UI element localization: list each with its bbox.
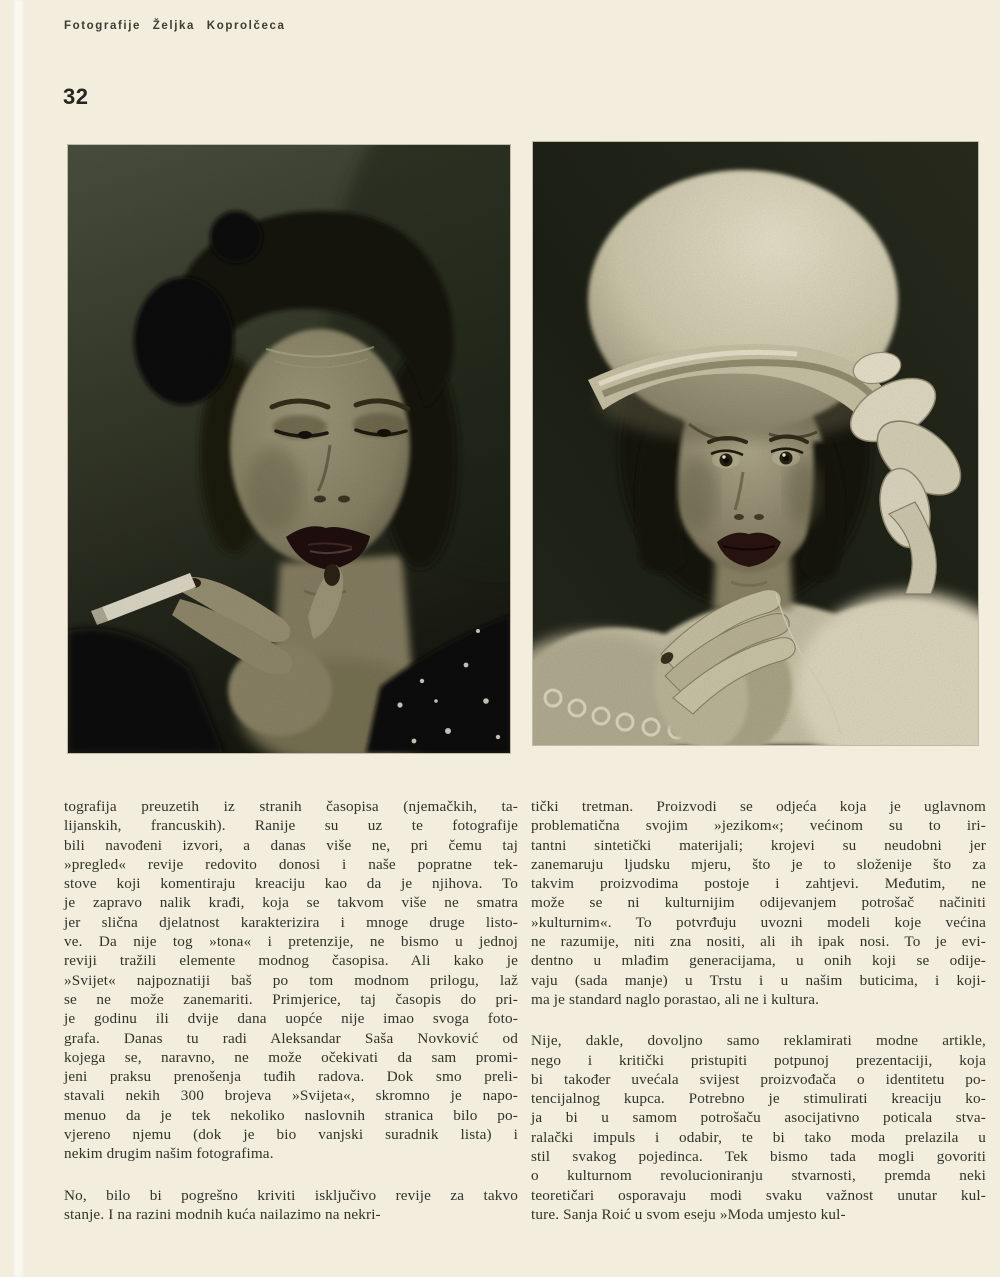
text-line: stove koji komentiraju kreaciju kao da je njihova. To bbox=[64, 875, 518, 893]
text-line: dentno u mlađim generacijama, u onih koji se odije- bbox=[531, 952, 986, 970]
photo-credit: Fotografije Željka Koprolčeca bbox=[64, 20, 286, 32]
text-line: tencijalnog kupca. Potrebno je stimulirati kreaciju ko- bbox=[531, 1090, 986, 1108]
text-line: teoretičari osporavaju modi svaku važnost unutar kul- bbox=[531, 1186, 986, 1204]
text-line: ne razumije, niti zna nositi, ali ih ipak nosi. To je evi- bbox=[531, 933, 986, 951]
text-line: o kulturnom revolucioniranju stvarnosti, premda neki bbox=[531, 1167, 986, 1185]
text-line: jer slična djelatnost karakterizira i mnoge druge listo- bbox=[64, 913, 518, 931]
text-line: jeni praksu prenošenja tuđih radova. Dok smo preli- bbox=[64, 1068, 518, 1086]
text-line: stil svakog pojedinca. Tek bismo tada mogli govoriti bbox=[531, 1148, 986, 1166]
photo-left bbox=[68, 145, 510, 753]
text-line: može se ni kulturnijim odijevanjem potrošač načiniti bbox=[531, 894, 986, 912]
text-line: menuo da je tek nekoliko naslovnih stranica bilo po- bbox=[64, 1106, 518, 1124]
text-line: je godinu ili dvije dana uopće nije imao svoga foto- bbox=[64, 1010, 518, 1028]
text-line: se ne može zanemariti. Primjerice, taj časopis do pri- bbox=[64, 990, 518, 1008]
text-line: stavali nekih 300 brojeva »Svijeta«, skromno je napo- bbox=[64, 1087, 518, 1105]
paragraph bbox=[531, 1031, 986, 1224]
text-line: je zapravo nalik krađi, koja se takvom više ne smatra bbox=[64, 894, 518, 912]
text-line: Nije, dakle, dovoljno samo reklamirati modne artikle, bbox=[531, 1032, 986, 1050]
text-line: nego i kritički pristupiti potpunoj prezentaciji, koja bbox=[531, 1051, 986, 1069]
portrait-woman-beret-cigarette-image bbox=[68, 145, 510, 753]
text-line: ma je standard naglo porastao, ali ne i kultura. bbox=[531, 990, 820, 1008]
text-column-left bbox=[64, 797, 518, 1224]
text-line: bili navođeni izvori, a danas više ne, pri čemu taj bbox=[64, 836, 518, 854]
text-line: No, bilo bi pogrešno kriviti isključivo revije za takvo bbox=[64, 1186, 518, 1204]
text-line: grafa. Danas tu radi Aleksandar Saša Novković od bbox=[64, 1029, 518, 1047]
text-line: »Svijet« najpoznatiji baš po tom modnom prilogu, laž bbox=[64, 971, 518, 989]
text-line: bi također uvećala svijest proizvođača o identitetu po- bbox=[531, 1070, 986, 1088]
text-line: tički tretman. Proizvodi se odjeća koja je uglavnom bbox=[531, 798, 986, 815]
text-line: tografija preuzetih iz stranih časopisa (njemačkih, ta- bbox=[64, 798, 518, 815]
text-line: ture. Sanja Roić u svom eseju »Moda umjesto kul- bbox=[531, 1205, 846, 1223]
text-line: »pregled« revije redovito donosi i naše popratne tek- bbox=[64, 855, 518, 873]
text-line: problematična svojim »jezikom«; većinom su to iri- bbox=[531, 817, 986, 835]
text-line: stanje. I na razini modnih kuća nailazimo na nekri- bbox=[64, 1205, 381, 1223]
paragraph bbox=[531, 797, 986, 1009]
text-line: kojega se, naravno, ne može očekivati da sam promi- bbox=[64, 1048, 518, 1066]
text-line: nekim drugim našim fotografima. bbox=[64, 1145, 274, 1163]
paragraph bbox=[64, 1186, 518, 1225]
text-line: ja bi u samom potrošaču asocijativno poticala stva- bbox=[531, 1109, 986, 1127]
text-line: vjereno njemu (dok je bio vanjski suradnik lista) i bbox=[64, 1126, 518, 1144]
text-line: zanemaruju ljudsku mjeru, što je to složenije što za bbox=[531, 855, 986, 873]
text-line: vaju (sada manje) u Trstu i u našim buticima, i koji- bbox=[531, 971, 986, 989]
text-line: reviji tražili elemente modnog časopisa. Ali kako je bbox=[64, 952, 518, 970]
page-number: 32 bbox=[63, 84, 89, 109]
text-line: ve. Da nije tog »tona« i pretenzije, ne bismo u jednoj bbox=[64, 933, 518, 951]
text-line: tantni sintetički materijali; krojevi su neudobni jer bbox=[531, 836, 986, 854]
text-line: ralački impuls i odabir, te bi tako moda prelazila u bbox=[531, 1128, 986, 1146]
scan-edge-artifact bbox=[14, 0, 23, 1277]
portrait-woman-cloche-hat-image bbox=[533, 142, 978, 745]
text-line: lijanskih, francuskih). Ranije su uz te fotografije bbox=[64, 817, 518, 835]
photo-right bbox=[533, 142, 978, 745]
paragraph bbox=[64, 797, 518, 1164]
text-line: »kulturnim«. To potvrđuju uvozni modeli koje većina bbox=[531, 913, 986, 931]
text-line: takvim proizvodima postoje i zahtjevi. Međutim, ne bbox=[531, 875, 986, 893]
text-column-right bbox=[531, 797, 986, 1224]
